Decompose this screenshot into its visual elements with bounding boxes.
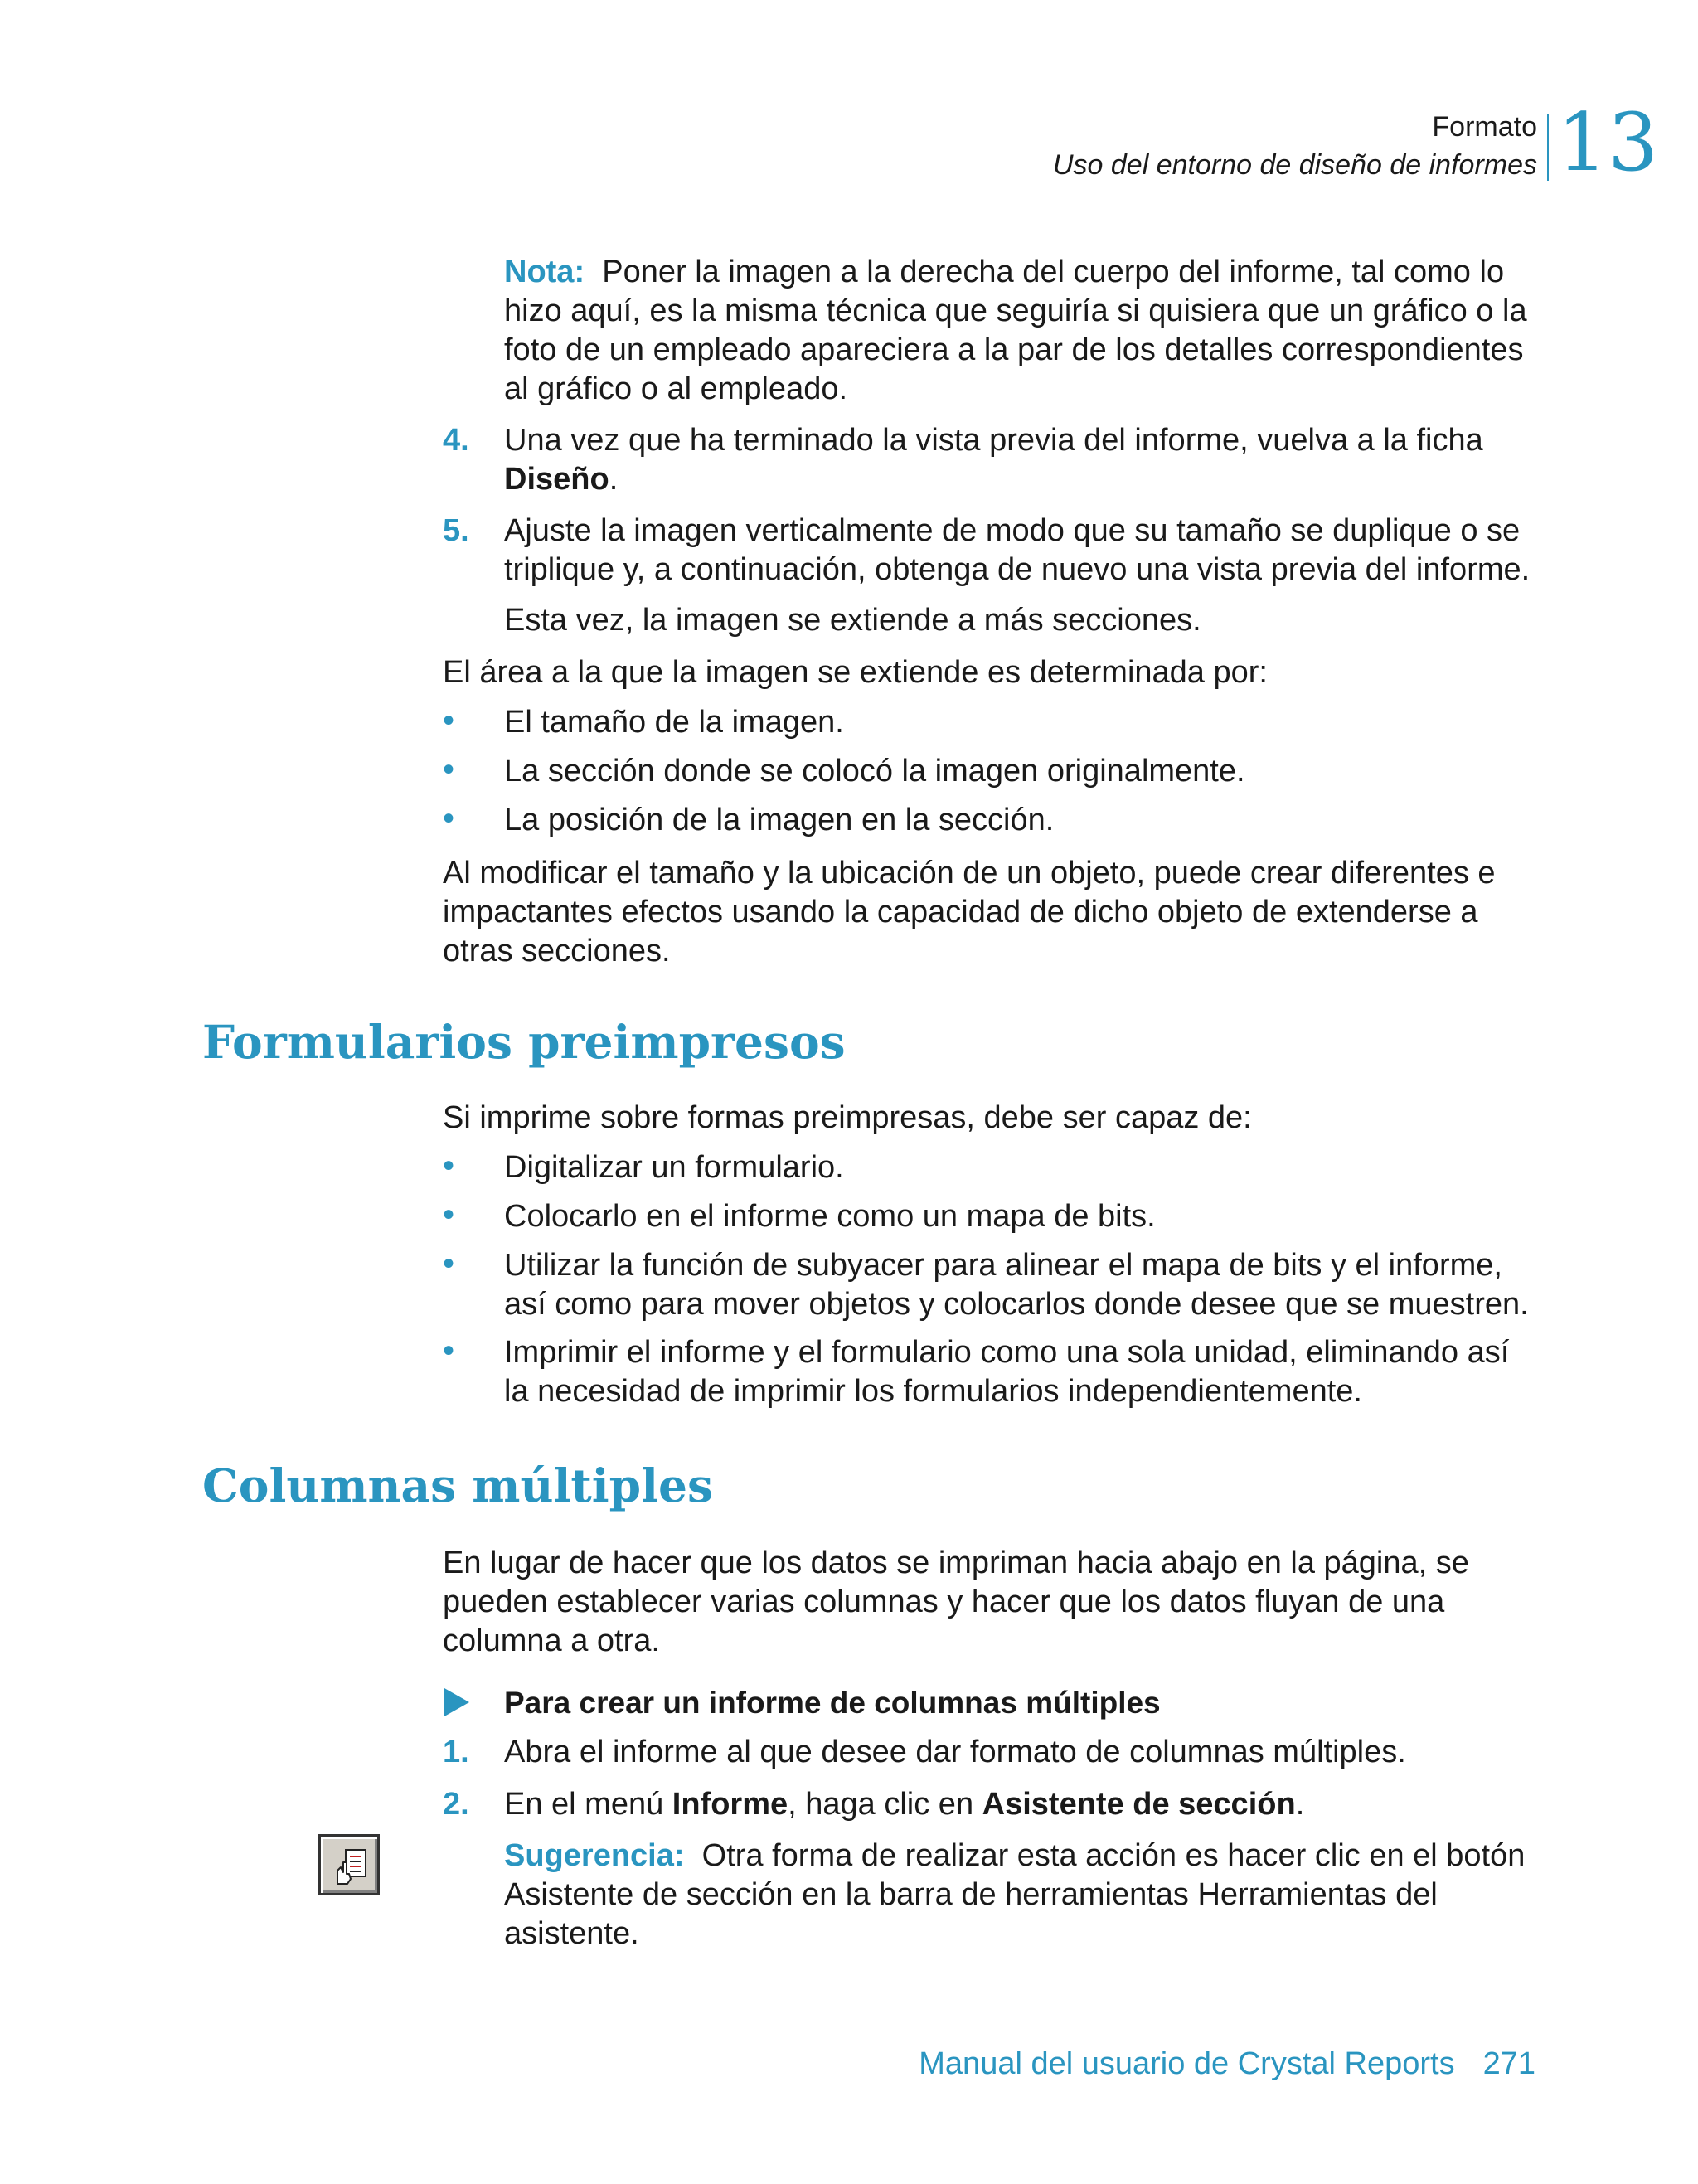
preprinted-bullet: Colocarlo en el informe como un mapa de bits. <box>504 1199 1156 1234</box>
menu-item-section-expert: Asistente de sección <box>982 1787 1296 1822</box>
page-number: 271 <box>1482 2046 1535 2081</box>
bullet-icon: • <box>443 1245 455 1282</box>
tip-label: Sugerencia: <box>504 1838 685 1873</box>
note-line-3: foto de un empleado apareciera a la par de los detalles correspondientes <box>504 332 1524 367</box>
step-2-post: . <box>1295 1787 1305 1822</box>
menu-name-report: Informe <box>672 1787 788 1822</box>
page-footer <box>919 2043 1535 2085</box>
step-text: Abra el informe al que desee dar formato de columnas múltiples. <box>504 1735 1406 1769</box>
section-expert-toolbar-button <box>318 1834 380 1895</box>
note-line-2: hizo aquí, es la misma técnica que seguiría si quisiera que un gráfico o la <box>504 294 1527 328</box>
book-title: Manual del usuario de Crystal Reports <box>919 2046 1455 2081</box>
columns-intro-line-2: pueden establecer varias columnas y hacer que los datos fluyan de una <box>443 1585 1445 1619</box>
section-heading-preprinted: Formularios preimpresos <box>202 1015 846 1069</box>
area-bullet: El tamaño de la imagen. <box>504 705 844 740</box>
preprinted-bullet-line: Utilizar la función de subyacer para alinear el mapa de bits y el informe, <box>504 1248 1502 1283</box>
area-intro: El área a la que la imagen se extiende es determinada por: <box>443 655 1268 690</box>
preprinted-bullet <box>504 1246 1599 1324</box>
step-number: 2. <box>443 1787 469 1822</box>
columns-intro <box>443 1544 1587 1661</box>
running-header <box>1053 108 1537 184</box>
preprinted-bullet: Digitalizar un formulario. <box>504 1150 844 1185</box>
step-5-followup: Esta vez, la imagen se extiende a más secciones. <box>504 603 1201 638</box>
step-text <box>504 1785 1304 1824</box>
preprinted-bullet-line: Imprimir el informe y el formulario como una sola unidad, eliminando así <box>504 1335 1510 1370</box>
area-para-line-2: impactantes efectos usando la capacidad de dicho objeto de extenderse a <box>443 895 1478 929</box>
note-label: Nota: <box>504 255 585 289</box>
step-2-pre: En el menú <box>504 1787 672 1822</box>
tip <box>504 1837 1599 1953</box>
bullet-icon: • <box>443 751 455 788</box>
bullet-icon: • <box>443 1148 455 1184</box>
columns-intro-line-1: En lugar de hacer que los datos se impriman hacia abajo en la página, se <box>443 1546 1469 1580</box>
procedure-arrow-icon <box>444 1688 469 1716</box>
columns-intro-line-3: columna a otra. <box>443 1623 660 1658</box>
step-text <box>504 512 1582 590</box>
step-number: 4. <box>443 423 469 458</box>
step-2-mid: , haga clic en <box>788 1787 982 1822</box>
procedure-title: Para crear un informe de columnas múltiples <box>504 1686 1161 1720</box>
chapter-divider <box>1547 114 1549 181</box>
note-line-1: Poner la imagen a la derecha del cuerpo del informe, tal como lo <box>602 255 1505 289</box>
preprinted-intro: Si imprime sobre formas preimpresas, debe ser capaz de: <box>443 1100 1252 1135</box>
area-paragraph <box>443 854 1587 971</box>
chapter-number: 13 <box>1557 96 1659 189</box>
step-text <box>504 421 1582 499</box>
preprinted-bullet-line: así como para mover objetos y colocarlos donde desee que se muestren. <box>504 1287 1529 1322</box>
tip-line-3: asistente. <box>504 1916 639 1951</box>
preprinted-bullet <box>504 1333 1599 1411</box>
section-heading-columns: Columnas múltiples <box>202 1458 713 1512</box>
tip-line-2: Asistente de sección en la barra de herramientas Herramientas del <box>504 1877 1438 1912</box>
area-para-line-3: otras secciones. <box>443 934 671 968</box>
bullet-icon: • <box>443 1332 455 1369</box>
area-para-line-1: Al modificar el tamaño y la ubicación de un objeto, puede crear diferentes e <box>443 856 1496 891</box>
tab-name-design: Diseño <box>504 462 609 497</box>
bullet-icon: • <box>443 800 455 837</box>
note <box>504 253 1582 409</box>
preprinted-bullet-line: la necesidad de imprimir los formularios independientemente. <box>504 1374 1362 1409</box>
section-title: Uso del entorno de diseño de informes <box>1052 149 1537 181</box>
area-bullet: La sección donde se colocó la imagen originalmente. <box>504 754 1245 789</box>
step-4-tail: . <box>609 462 619 497</box>
chapter-title: Formato <box>1432 111 1537 143</box>
area-bullet: La posición de la imagen en la sección. <box>504 803 1055 837</box>
step-5-line-1: Ajuste la imagen verticalmente de modo que su tamaño se duplique o se <box>504 513 1521 548</box>
bullet-icon: • <box>443 702 455 739</box>
step-number: 1. <box>443 1735 469 1769</box>
section-expert-icon <box>332 1847 371 1887</box>
step-5-line-2: triplique y, a continuación, obtenga de nuevo una vista previa del informe. <box>504 552 1531 587</box>
note-line-4: al gráfico o al empleado. <box>504 371 848 406</box>
bullet-icon: • <box>443 1196 455 1233</box>
step-number: 5. <box>443 513 469 548</box>
tip-line-1: Otra forma de realizar esta acción es hacer clic en el botón <box>701 1838 1526 1873</box>
step-4-line-1: Una vez que ha terminado la vista previa del informe, vuelva a la ficha <box>504 423 1483 458</box>
